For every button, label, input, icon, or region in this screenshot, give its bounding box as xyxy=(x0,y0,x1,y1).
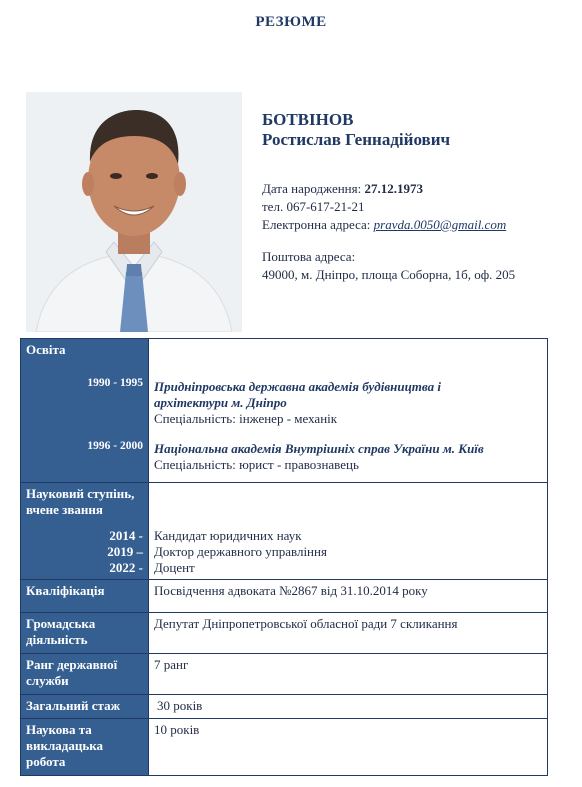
degree-label-cell xyxy=(21,483,149,580)
teaching-label-line3: робота xyxy=(26,754,66,769)
education-label: Освіта xyxy=(26,342,66,357)
qualification-row xyxy=(21,580,548,613)
institution-1-line1: Придніпровська державна академія будівництва і xyxy=(154,379,442,394)
degree-row xyxy=(21,483,548,580)
specialty-2: Спеціальність: юрист - правознавець xyxy=(154,457,359,472)
public-label-line2: діяльність xyxy=(26,632,88,647)
teaching-row xyxy=(21,719,548,776)
degree-item-1: Кандидат юридичних наук xyxy=(154,528,302,543)
degree-value-cell xyxy=(149,483,548,580)
rank-label-cell xyxy=(21,654,149,695)
public-activity-row xyxy=(21,613,548,654)
education-value-cell xyxy=(149,339,548,483)
postal-label: Поштова адреса: xyxy=(262,249,356,264)
degree-label-line1: Науковий ступінь, xyxy=(26,486,135,501)
degree-year-3: 2022 - xyxy=(109,560,143,575)
rank-value: 7 ранг xyxy=(149,654,548,695)
teaching-label-line1: Наукова та xyxy=(26,722,92,737)
degree-year-1: 2014 - xyxy=(109,528,143,543)
experience-row xyxy=(21,695,548,719)
rank-row xyxy=(21,654,548,695)
teaching-label-cell xyxy=(21,719,149,776)
rank-label-line2: служби xyxy=(26,673,69,688)
portrait-photo xyxy=(26,92,242,332)
degree-year-2: 2019 – xyxy=(107,544,143,559)
phone-line xyxy=(262,198,572,216)
degree-item-2: Доктор державного управління xyxy=(154,544,327,559)
email-label: Електронна адреса: xyxy=(262,217,371,232)
public-activity-label-cell xyxy=(21,613,149,654)
surname: БОТВІНОВ xyxy=(262,110,354,129)
personal-info xyxy=(262,110,572,284)
qualification-label: Кваліфікація xyxy=(21,580,149,613)
birth-label: Дата народження: xyxy=(262,181,362,196)
birth-date: 27.12.1973 xyxy=(364,181,423,196)
institution-1-line2: архітектури м. Дніпро xyxy=(154,395,287,410)
page-title: РЕЗЮМЕ xyxy=(255,14,327,30)
public-activity-value: Депутат Дніпропетровської обласної ради 7 скликання xyxy=(149,613,548,654)
email-link[interactable]: pravda.0050@gmail.com xyxy=(373,217,507,232)
institution-2: Національна академія Внутрішніх справ України м. Київ xyxy=(154,441,484,456)
public-label-line1: Громадська xyxy=(26,616,96,631)
resume-table xyxy=(20,338,548,776)
education-row xyxy=(21,339,548,483)
phone-number: 067-617-21-21 xyxy=(286,199,365,214)
experience-label: Загальний стаж xyxy=(21,695,149,719)
education-years-1: 1990 - 1995 xyxy=(87,377,143,389)
education-label-cell xyxy=(21,339,149,483)
phone-label: тел. xyxy=(262,199,284,214)
postal-address: 49000, м. Дніпро, площа Соборна, 1б, оф. 205 xyxy=(262,267,516,282)
email-line xyxy=(262,216,572,234)
rank-label-line1: Ранг державної xyxy=(26,657,118,672)
birth-line xyxy=(262,180,572,198)
degree-item-3: Доцент xyxy=(154,560,195,575)
education-years-2: 1996 - 2000 xyxy=(87,440,143,452)
specialty-1: Спеціальність: інженер - механік xyxy=(154,411,338,426)
teaching-label-line2: викладацька xyxy=(26,738,104,753)
degree-label-line2: вчене звання xyxy=(26,502,103,517)
teaching-value: 10 років xyxy=(149,719,548,776)
qualification-value: Посвідчення адвоката №2867 від 31.10.2014 року xyxy=(149,580,548,613)
given-names: Ростислав Геннадійович xyxy=(262,130,451,149)
experience-value: 30 років xyxy=(149,695,548,719)
